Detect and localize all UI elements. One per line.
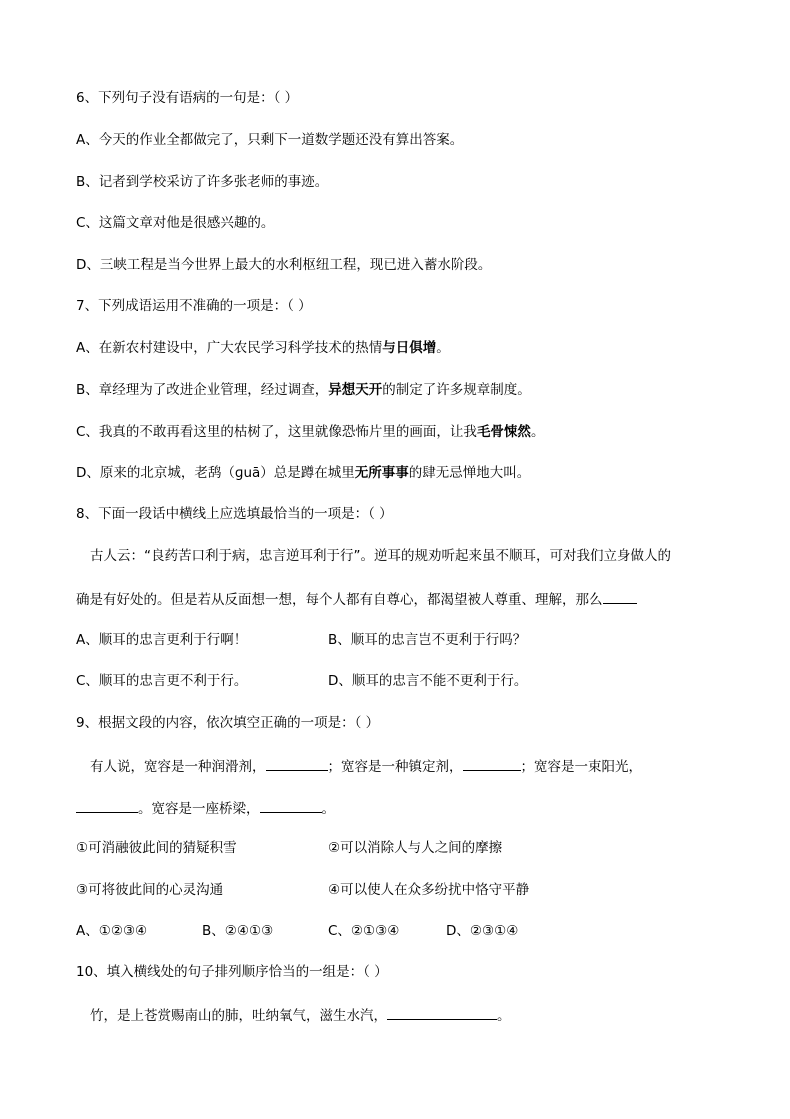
blank (463, 756, 521, 771)
blank (76, 798, 138, 813)
q6-option-b: B、记者到学校采访了许多张老师的事迹。 (76, 174, 329, 190)
q10-passage: 竹，是上苍赏赐南山的肺，吐纳氧气，滋生水汽， 。 (90, 1005, 511, 1025)
idiom: 与日俱增 (382, 340, 437, 356)
question-10: 10、填入横线处的句子排列顺序恰当的一组是：（ ） (76, 964, 388, 980)
q9-option-d: D、②③①④ (446, 923, 519, 939)
blank (603, 589, 637, 604)
q6-option-a: A、今天的作业全都做完了，只剩下一道数学题还没有算出答案。 (76, 132, 464, 148)
q9-option-b: B、②④①③ (202, 923, 274, 939)
question-7: 7、下列成语运用不准确的一项是：（ ） (76, 298, 312, 314)
question-6: 6、下列句子没有语病的一句是：（ ） (76, 90, 299, 106)
q9-passage-line-2: 。宽容是一座桥梁， 。 (76, 798, 335, 818)
q7-option-b: B、章经理为了改进企业管理，经过调查，异想天开的制定了许多规章制度。 (76, 382, 531, 398)
q8-passage-line-1: 古人云：“良药苦口利于病，忠言逆耳利于行”。逆耳的规劝听起来虽不顺耳，可对我们立身做人的 (90, 548, 671, 564)
blank (266, 756, 328, 771)
q6-option-d: D、三峡工程是当今世界上最大的水利枢纽工程，现已进入蓄水阶段。 (76, 257, 492, 273)
q9-item-3: ③可将彼此间的心灵沟通 (76, 882, 224, 898)
idiom: 无所事事 (354, 465, 409, 481)
q6-option-c: C、这篇文章对他是很感兴趣的。 (76, 215, 275, 231)
q9-option-c: C、②①③④ (328, 923, 400, 939)
q9-item-4: ④可以使人在众多纷扰中恪守平静 (328, 882, 530, 898)
q8-option-c: C、顺耳的忠言更不利于行。 (76, 673, 248, 689)
q8-option-d: D、顺耳的忠言不能不更利于行。 (328, 673, 528, 689)
q8-option-b: B、顺耳的忠言岂不更利于行吗？ (328, 632, 527, 648)
blank (387, 1005, 497, 1020)
q8-option-a: A、顺耳的忠言更利于行啊！ (76, 632, 248, 648)
q9-item-1: ①可消融彼此间的猜疑积雪 (76, 840, 237, 856)
question-8: 8、下面一段话中横线上应选填最恰当的一项是：（ ） (76, 506, 393, 522)
idiom: 毛骨悚然 (476, 424, 531, 440)
q9-passage-line-1: 有人说，宽容是一种润滑剂， ；宽容是一种镇定剂， ；宽容是一束阳光， (90, 756, 642, 776)
blank (260, 798, 322, 813)
question-9: 9、根据文段的内容，依次填空正确的一项是：（ ） (76, 715, 380, 731)
q7-option-c: C、我真的不敢再看这里的枯树了，这里就像恐怖片里的画面，让我毛骨悚然。 (76, 424, 545, 440)
q7-option-a: A、在新农村建设中，广大农民学习科学技术的热情与日俱增。 (76, 340, 450, 356)
q8-passage-line-2: 确是有好处的。但是若从反面想一想，每个人都有自尊心，都渴望被人尊重、理解，那么 (76, 589, 637, 609)
q7-option-d: D、原来的北京城，老鸹（ɡuā）总是蹲在城里无所事事的肆无忌惮地大叫。 (76, 465, 531, 481)
q9-item-2: ②可以消除人与人之间的摩擦 (328, 840, 503, 856)
idiom: 异想天开 (328, 382, 383, 398)
q9-option-a: A、①②③④ (76, 923, 148, 939)
